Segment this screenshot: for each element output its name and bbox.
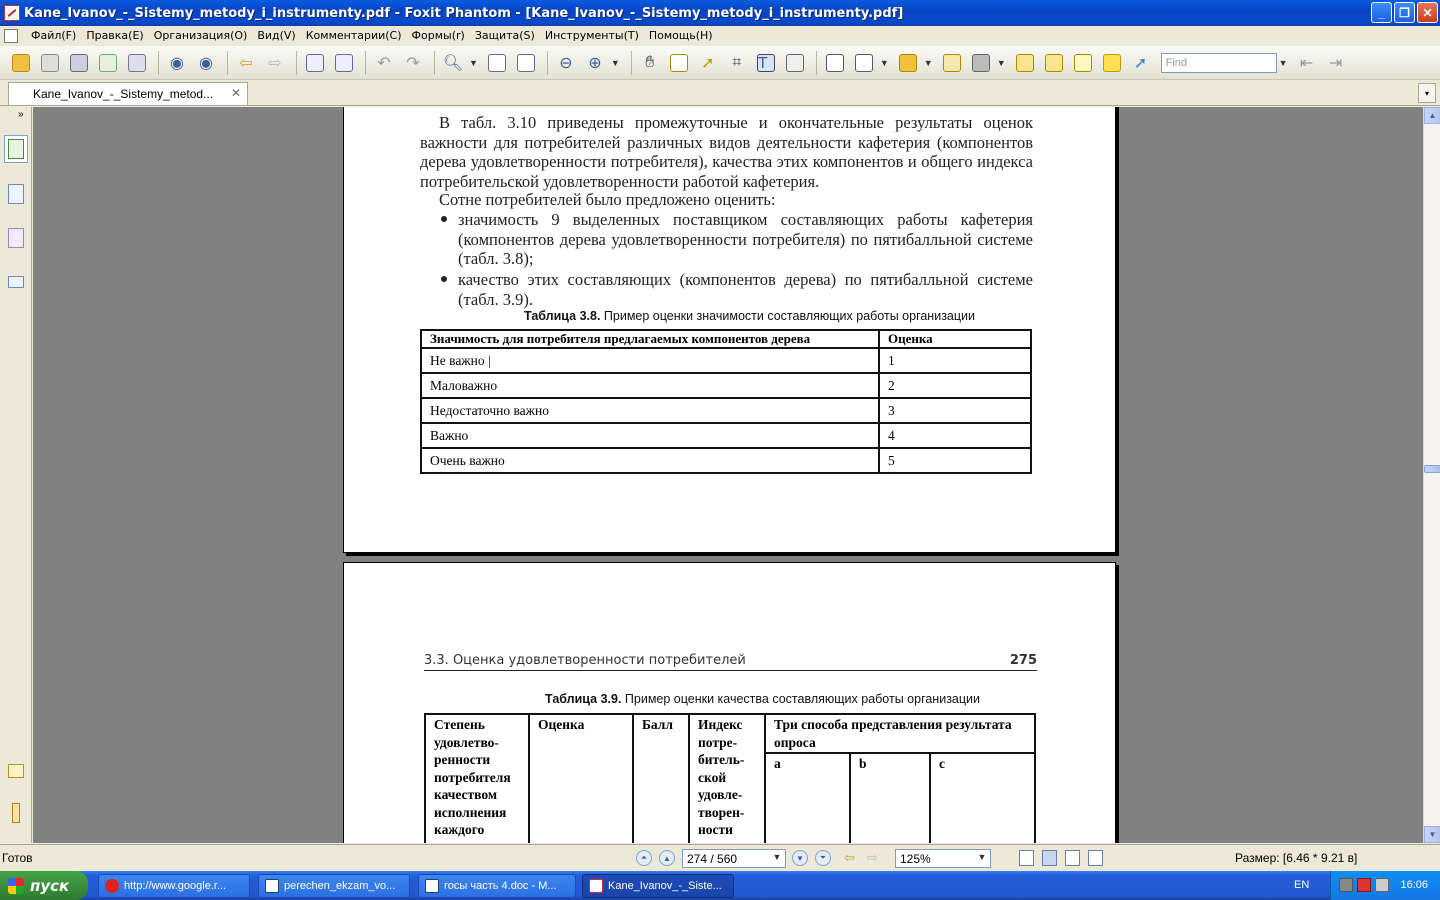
open-folder-icon[interactable]	[8, 50, 34, 76]
tab-list-button[interactable]: ▾	[1418, 83, 1436, 103]
windows-taskbar	[0, 871, 1440, 900]
page-number-value: 274 / 560	[687, 852, 738, 866]
forward-arrow-icon[interactable]: ⇨	[867, 850, 878, 865]
vertical-scrollbar[interactable]	[1423, 107, 1440, 843]
table-header-cell: Оценка	[529, 714, 633, 843]
table-cell: 5	[879, 448, 1031, 473]
taskbar-item-label: Kane_Ivanov_-_Siste...	[608, 880, 722, 892]
comments-panel-icon[interactable]	[4, 224, 28, 252]
continuous-facing-view-icon[interactable]	[1088, 850, 1103, 866]
save-icon[interactable]	[37, 50, 63, 76]
volume-icon[interactable]	[1375, 878, 1389, 892]
chevron-down-icon[interactable]: ▼	[610, 57, 620, 68]
menu-comments[interactable]: Комментарии(C)	[305, 29, 402, 42]
taskbar-item-word-1[interactable]	[258, 874, 410, 898]
continuous-view-icon[interactable]	[1042, 850, 1057, 866]
language-indicator[interactable]: EN	[1294, 879, 1310, 891]
table-cell: 4	[879, 423, 1031, 448]
foxit-icon	[589, 879, 603, 893]
scroll-up-icon[interactable]: ▲	[1424, 107, 1440, 124]
zoom-value: 125%	[900, 852, 931, 866]
chevron-down-icon[interactable]: ▼	[996, 57, 1006, 68]
zoom-in-icon[interactable]: ⊕	[588, 54, 602, 72]
menu-forms[interactable]: Формы(r)	[411, 29, 465, 42]
minimize-button[interactable]: _	[1371, 2, 1392, 23]
table-header-cell: Степень удовлетво-ренности потребителя качеством исполнения каждого	[425, 714, 529, 843]
running-head-title: 3.3. Оценка удовлетворенности потребителей	[424, 653, 746, 668]
antivirus-icon[interactable]	[1357, 878, 1371, 892]
scroll-down-icon[interactable]: ▼	[1424, 826, 1440, 843]
facing-view-icon[interactable]	[1065, 850, 1080, 866]
select-arrow-icon[interactable]: ➚	[701, 54, 715, 72]
document-tab-bar	[0, 80, 1440, 106]
bullet-dot	[441, 216, 447, 222]
scrollbar-thumb[interactable]	[1424, 465, 1440, 473]
table-header-row	[421, 330, 1031, 348]
last-page-icon[interactable]: ⏷	[815, 850, 831, 866]
table-caption-number: Таблица 3.8.	[524, 309, 601, 323]
annotate-icon[interactable]	[851, 50, 877, 76]
table-row	[421, 348, 1031, 373]
back-arrow-icon[interactable]: ⇦	[844, 850, 855, 865]
opera-icon	[105, 879, 119, 893]
lock-icon[interactable]	[968, 50, 994, 76]
hand-tool-icon[interactable]: ✋︎	[645, 53, 655, 71]
importance-table	[420, 329, 1032, 474]
arrow-tool-icon[interactable]: ➚	[1133, 54, 1148, 72]
page-number: 275	[1009, 653, 1037, 668]
forward-arrow-icon[interactable]: ⇨	[268, 54, 282, 72]
running-head	[424, 653, 1037, 671]
system-tray	[1330, 871, 1440, 900]
toolbar-separator	[365, 51, 366, 75]
insert-pages-icon[interactable]	[331, 50, 357, 76]
table-cell: Важно	[421, 423, 879, 448]
text-select-icon[interactable]: T	[753, 50, 779, 76]
restore-button[interactable]: ❐	[1394, 2, 1415, 23]
redo-icon[interactable]: ↷	[406, 54, 420, 72]
form-field-icon[interactable]	[822, 50, 848, 76]
network-icon[interactable]	[1339, 878, 1353, 892]
menu-bar	[0, 26, 1440, 45]
table-header-cell: Три способа представления результата опроса	[765, 714, 1035, 753]
tab-label: Kane_Ivanov_-_Sistemy_metod...	[33, 87, 214, 101]
table-row	[421, 448, 1031, 473]
clock[interactable]: 16:06	[1400, 879, 1428, 891]
chevron-down-icon[interactable]: ▼	[923, 57, 933, 68]
table-header-cell: Значимость для потребителя предлагаемых компонентов дерева	[421, 330, 879, 348]
comment-list-icon[interactable]	[4, 757, 28, 785]
table-header-cell: Балл	[633, 714, 689, 843]
table-row	[421, 423, 1031, 448]
toolbar-separator	[434, 51, 435, 75]
find-next-icon[interactable]: ⇥	[1328, 54, 1343, 72]
zoom-input[interactable]	[895, 849, 991, 868]
toolbar-separator	[631, 51, 632, 75]
pdf-page	[343, 562, 1116, 843]
edit-text-icon[interactable]	[1012, 50, 1038, 76]
menu-help[interactable]: Помощь(H)	[648, 29, 713, 42]
table-cell: Недостаточно важно	[421, 398, 879, 423]
table-cell: 2	[879, 373, 1031, 398]
word-doc-icon	[265, 879, 279, 893]
close-tab-icon[interactable]: ✕	[230, 86, 241, 100]
menu-file[interactable]: Файл(F)	[31, 29, 77, 42]
table-caption-text: Пример оценки качества составляющих работы организации	[621, 692, 981, 706]
taskbar-item-label: http://www.google.r...	[124, 880, 227, 892]
fit-page-icon[interactable]	[484, 50, 510, 76]
stamp-icon[interactable]	[895, 50, 921, 76]
next-page-icon[interactable]: ▼	[792, 850, 808, 866]
expand-panel-icon[interactable]: »	[18, 109, 24, 120]
toolbar-separator	[816, 51, 817, 75]
table-header-cell: a	[765, 753, 850, 843]
table-cell: Не важно |	[421, 348, 879, 373]
edit-object-icon[interactable]	[1041, 50, 1067, 76]
table-header-cell: c	[930, 753, 1035, 843]
toolbar-separator	[296, 51, 297, 75]
status-text: Готов	[2, 851, 33, 865]
main-toolbar	[0, 46, 1440, 80]
next-page-icon[interactable]: ◉	[199, 54, 213, 72]
taskbar-item-foxit[interactable]	[582, 874, 734, 898]
table-caption	[545, 692, 980, 706]
find-input[interactable]: Find	[1161, 53, 1277, 73]
first-page-icon[interactable]: ⏶	[636, 850, 652, 866]
taskbar-item-browser[interactable]	[98, 874, 250, 898]
word-doc-icon	[425, 879, 439, 893]
start-label: пуск	[30, 876, 70, 895]
taskbar-item-label: госы часть 4.doc - M...	[444, 880, 557, 892]
table-cell: Маловажно	[421, 373, 879, 398]
layers-icon[interactable]	[4, 268, 28, 296]
back-arrow-icon[interactable]: ⇦	[239, 54, 253, 72]
pages-icon[interactable]	[4, 180, 28, 208]
certify-icon[interactable]	[939, 50, 965, 76]
toolbar-separator	[547, 51, 548, 75]
scanner-icon[interactable]	[124, 50, 150, 76]
bookmarks-icon[interactable]	[4, 135, 28, 163]
page-number-input[interactable]	[682, 849, 786, 868]
taskbar-item-label: perechen_ekzam_vo...	[284, 880, 396, 892]
title-bar	[0, 0, 1440, 26]
fit-width-icon[interactable]	[513, 50, 539, 76]
typewriter-icon[interactable]	[1070, 50, 1096, 76]
table-caption-text: Пример оценки значимости составляющих работы организации	[600, 309, 975, 323]
tab-document[interactable]	[8, 82, 248, 105]
binoculars-icon[interactable]: ⌗	[732, 53, 742, 71]
bullet-dot	[441, 276, 447, 282]
table-caption-number: Таблица 3.9.	[545, 692, 622, 706]
table-header-cell: Индекс потре-битель-ской удовле-творен-ности	[689, 714, 765, 843]
navigation-panel	[0, 107, 32, 843]
chevron-down-icon[interactable]: ▼	[772, 852, 782, 862]
menu-view[interactable]: Вид(V)	[257, 29, 296, 42]
menu-organize[interactable]: Организация(O)	[153, 29, 248, 42]
previous-page-icon[interactable]: ▲	[659, 850, 675, 866]
document-menu-icon[interactable]	[4, 29, 18, 43]
menu-tools[interactable]: Инструменты(T)	[544, 29, 639, 42]
start-button[interactable]	[0, 871, 88, 900]
previous-page-icon[interactable]: ◉	[170, 54, 184, 72]
chevron-down-icon[interactable]: ▼	[1278, 57, 1288, 68]
note-icon[interactable]	[1099, 50, 1125, 76]
page-size-text: Размер: [6.46 * 9.21 в]	[1235, 851, 1358, 865]
table-cell: Очень важно	[421, 448, 879, 473]
undo-icon[interactable]: ↶	[377, 54, 391, 72]
table-caption	[524, 309, 975, 323]
toolbar-separator	[227, 51, 228, 75]
table-row	[421, 398, 1031, 423]
table-header-cell: b	[850, 753, 930, 843]
single-page-view-icon[interactable]	[1019, 850, 1034, 866]
chevron-down-icon[interactable]: ▼	[977, 852, 987, 862]
find-previous-icon[interactable]: ⇤	[1299, 54, 1314, 72]
email-icon[interactable]	[95, 50, 121, 76]
close-button[interactable]: ✕	[1417, 2, 1438, 23]
table-header-row	[425, 714, 1035, 753]
status-bar	[0, 844, 1440, 871]
attachment-icon[interactable]	[4, 799, 28, 827]
table-header-cell: Оценка	[879, 330, 1031, 348]
paragraph-text: Сотне потребителей было предложено оценить:	[439, 190, 776, 209]
windows-logo-icon	[8, 878, 24, 894]
table-row	[421, 373, 1031, 398]
toolbar-separator	[158, 51, 159, 75]
zoom-tool-icon[interactable]: 🔍︎	[442, 54, 464, 72]
menu-edit[interactable]: Правка(E)	[86, 29, 144, 42]
chevron-down-icon[interactable]: ▼	[469, 57, 478, 68]
bullet-item: качество этих составляющих (компонентов дерева) по пятибалльной системе (табл. 3.9).	[458, 270, 1033, 309]
loupe-icon[interactable]	[666, 50, 692, 76]
window-title: Kane_Ivanov_-_Sistemy_metody_i_instrumenty.pdf - Foxit Phantom - [Kane_Ivanov_-_Sistemy_metody_i_instrumenty.pdf]	[24, 5, 904, 21]
quality-table	[424, 713, 1036, 843]
table-cell: 1	[879, 348, 1031, 373]
chevron-down-icon[interactable]: ▼	[879, 57, 889, 68]
taskbar-item-word-2[interactable]	[418, 874, 576, 898]
bullet-item: значимость 9 выделенных поставщиком составляющих работы кафетерия (компонентов дерева удовлетворенности потребителя) по пятибалльной системе (табл. 3.8);	[458, 210, 1033, 268]
print-icon[interactable]	[66, 50, 92, 76]
paragraph-text: В табл. 3.10 приведены промежуточные и окончательные результаты оценок важности для потребителей различных видов деятельности кафетерия (компонентов дерева удовлетворенности потребителя), качества этих компонентов и общего индекса потребительской удовлетворенности работой кафетерия.	[420, 113, 1033, 191]
extract-pages-icon[interactable]	[302, 50, 328, 76]
snapshot-icon[interactable]	[782, 50, 808, 76]
document-view[interactable]	[33, 107, 1423, 843]
foxit-app-icon[interactable]	[4, 5, 20, 21]
pdf-page	[343, 107, 1116, 553]
table-cell: 3	[879, 398, 1031, 423]
zoom-out-icon[interactable]: ⊖	[559, 54, 573, 72]
menu-protect[interactable]: Защита(S)	[474, 29, 535, 42]
